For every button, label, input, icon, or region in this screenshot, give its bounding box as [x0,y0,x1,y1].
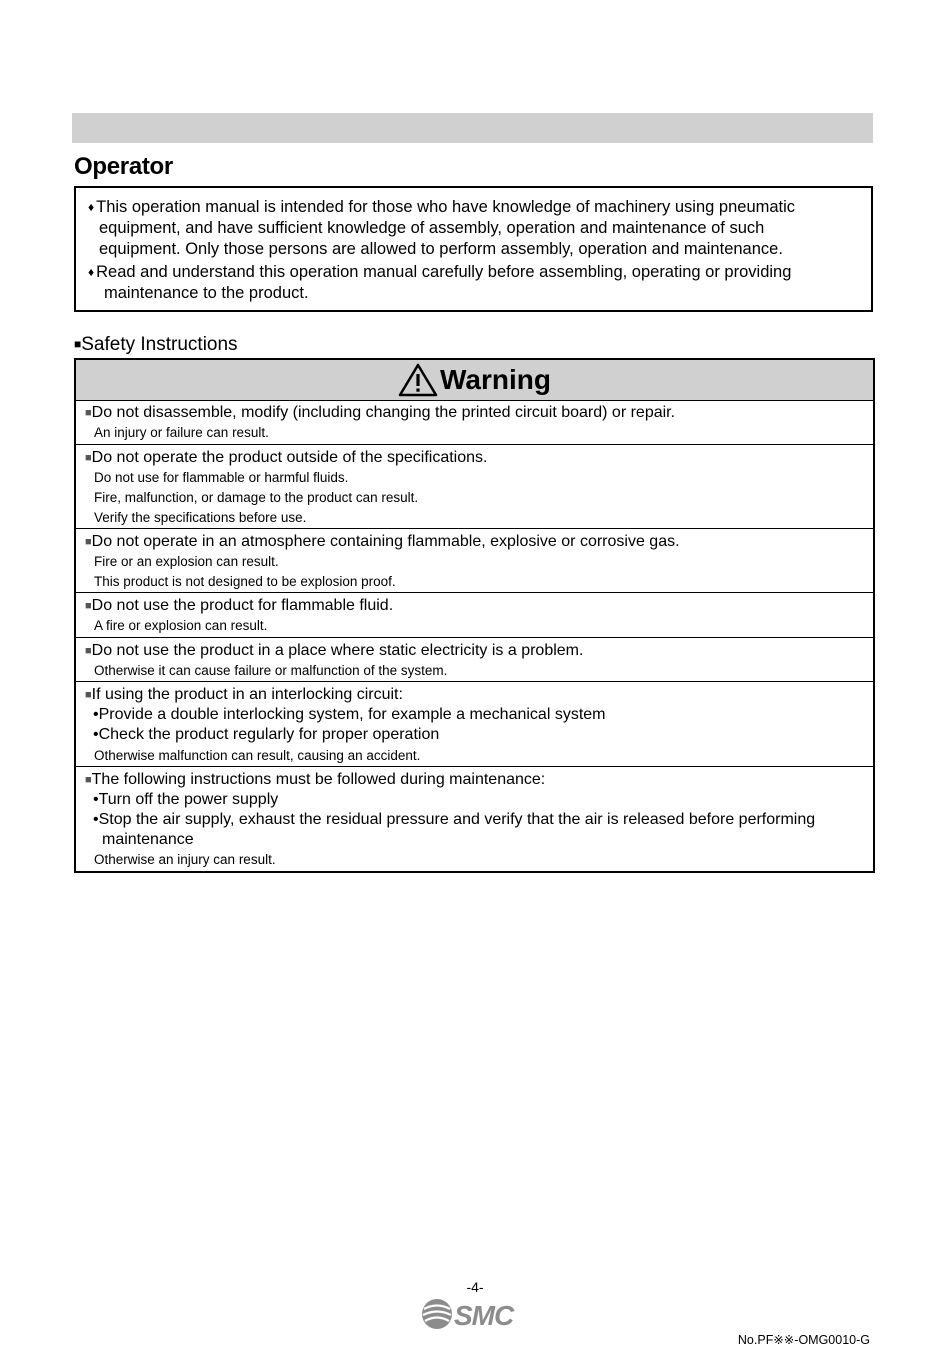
warning-header [76,360,873,401]
svg-text:SMC: SMC [454,1300,514,1331]
warning-row: ■Do not operate in an atmosphere containing flammable, explosive or corrosive gas. Fire or an explosion can result. This product is not designed to be explosion proof. [76,529,873,593]
smc-logo-icon [420,1296,530,1332]
warning-row: ■Do not use the product for flammable fluid. A fire or explosion can result. [76,593,873,638]
list-item: •Provide a double interlocking system, for example a mechanical system [93,706,606,723]
list-item: •Turn off the power supply [93,791,279,808]
page-title: Operator [74,153,173,180]
warning-row: ■If using the product in an interlocking circuit: •Provide a double interlocking system, for example a mechanical system •Check the product regularly for proper operation Otherwise malfunction can result, causing an accident. [76,682,873,767]
list-item: •Check the product regularly for proper operation [93,726,440,743]
operator-item: ♦ Read and understand this operation manual carefully before assembling, operating or providing maintenance to the product. [88,263,792,302]
warning-row: ■The following instructions must be followed during maintenance: •Turn off the power supply •Stop the air supply, exhaust the residual pressure and verify that the air is released before performing maintenance Otherwise an injury can result. [85,771,816,867]
document-number: No.PF※※-OMG0010-G [737,1333,870,1347]
operator-notice-box [74,186,873,312]
list-item: •Stop the air supply, exhaust the residual pressure and verify that the air is released before performing [93,811,816,828]
warning-title: Warning [440,364,551,395]
page-number: -4- [466,1279,484,1295]
safety-instructions-label: ■Safety Instructions [74,334,238,355]
operator-item: ♦ This operation manual is intended for those who have knowledge of machinery using pneumatic equipment, and have sufficient knowledge of assembly, operation and maintenance of such equipment. Only those persons are allowed to perform assembly, operation and maintenance. [88,198,796,258]
warning-row: ■Do not use the product in a place where static electricity is a problem. Otherwise it can cause failure or malfunction of the system. [76,638,873,682]
diamond-bullet-icon: ♦ [88,200,95,214]
section-header-bar [72,113,873,143]
warning-row: ■Do not operate the product outside of the specifications. Do not use for flammable or harmful fluids. Fire, malfunction, or damage to the product can result. Verify the specifications before use. [76,445,873,529]
warning-table [74,358,875,873]
warning-row: ■Do not disassemble, modify (including changing the printed circuit board) or repair. An injury or failure can result. [76,400,873,445]
warning-triangle-icon [398,363,438,397]
diamond-bullet-icon: ♦ [88,265,95,279]
